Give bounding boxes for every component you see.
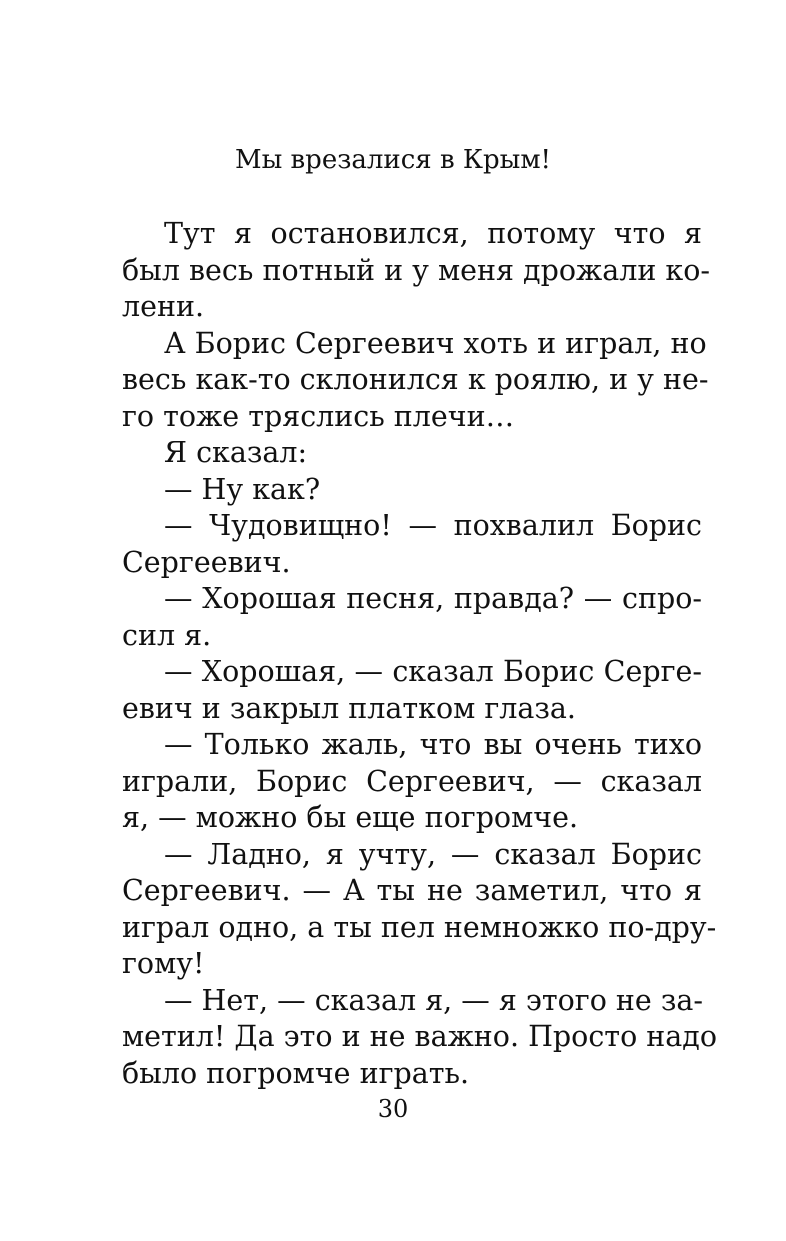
text-line: сил я. bbox=[122, 618, 212, 652]
body-text bbox=[122, 216, 717, 1092]
text-line: — Нет, — сказал я, — я этого не за- bbox=[164, 983, 704, 1017]
text-line: я, — можно бы еще погромче. bbox=[122, 801, 579, 834]
text-line: — Хорошая песня, правда? — спро- bbox=[164, 582, 702, 615]
text-line: — Хорошая, — сказал Борис Серге- bbox=[164, 655, 702, 688]
text-line: Сергеевич. bbox=[122, 545, 291, 579]
text-line: играл одно, а ты пел немножко по-дру- bbox=[122, 910, 717, 944]
text-line: Я сказал: bbox=[164, 436, 308, 469]
text-line: — Ладно, я учту, — сказал Борис bbox=[164, 837, 702, 871]
page-number: 30 bbox=[377, 1095, 409, 1123]
text-line: гому! bbox=[122, 947, 205, 980]
text-line: играли, Борис Сергеевич, — сказал bbox=[122, 764, 702, 798]
text-line: — Ну как? bbox=[164, 472, 321, 506]
text-line: А Борис Сергеевич хоть и играл, но bbox=[164, 326, 707, 360]
text-line: — Только жаль, что вы очень тихо bbox=[164, 728, 702, 761]
text-line: весь как-то склонился к роялю, и у не- bbox=[122, 363, 709, 396]
text-line: евич и закрыл платком глаза. bbox=[122, 691, 576, 725]
text-line: был весь потный и у меня дрожали ко- bbox=[122, 253, 710, 287]
text-line: го тоже тряслись плечи… bbox=[122, 399, 515, 433]
running-header: Мы врезалися в Крым! bbox=[234, 145, 552, 175]
text-line: Тут я остановился, потому что я bbox=[164, 217, 702, 250]
text-line: лени. bbox=[122, 290, 205, 323]
text-line: — Чудовищно! — похвалил Борис bbox=[164, 509, 702, 542]
text-line: метил! Да это и не важно. Просто надо bbox=[122, 1020, 717, 1053]
text-line: было погромче играть. bbox=[122, 1056, 470, 1090]
text-line: Сергеевич. — А ты не заметил, что я bbox=[122, 874, 702, 907]
